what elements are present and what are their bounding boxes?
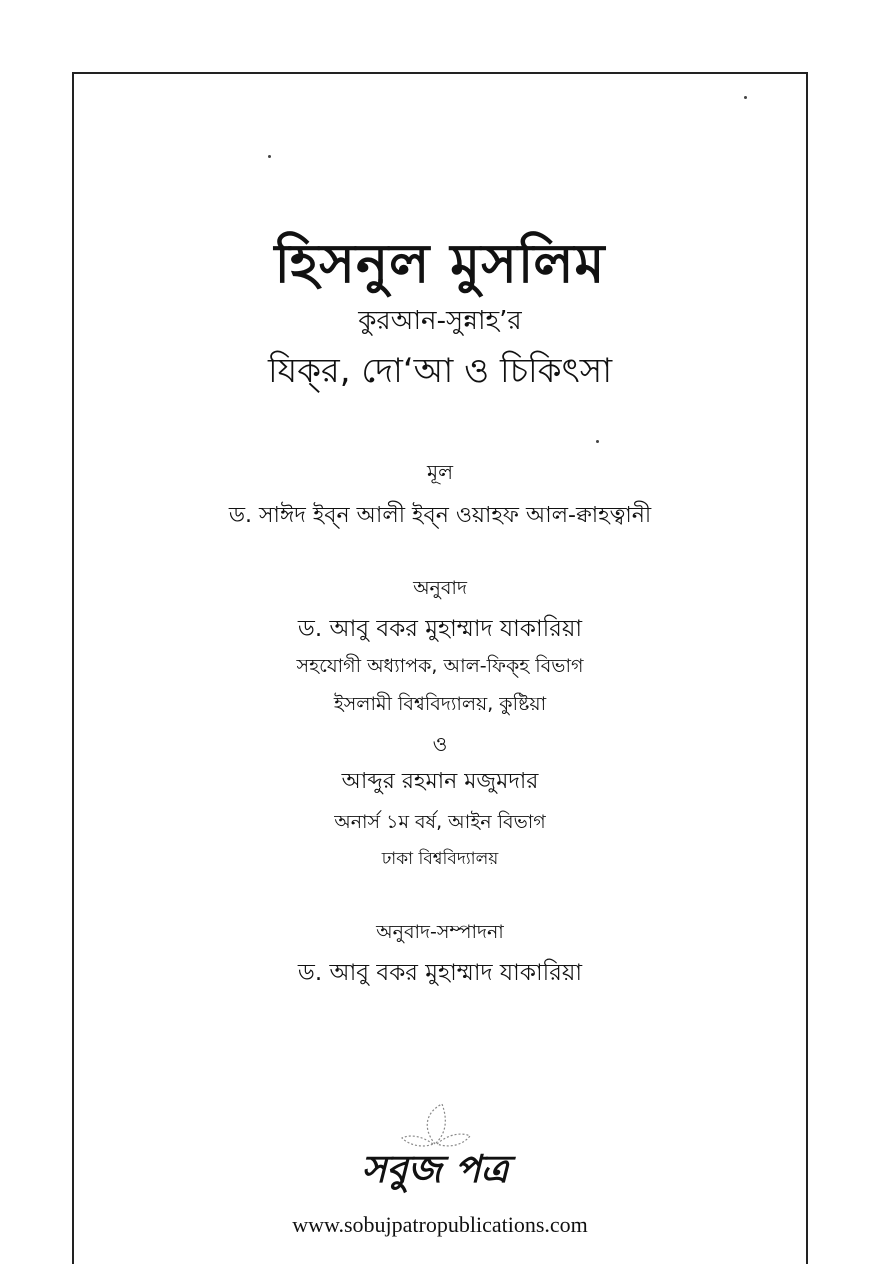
publisher-logo-text: সবুজ পত্র bbox=[361, 1147, 509, 1191]
publisher-logo bbox=[330, 1098, 540, 1198]
translator1-institution: ইসলামী বিশ্ববিদ্যালয়, কুষ্টিয়া bbox=[333, 693, 547, 715]
author-label: মূল bbox=[426, 460, 453, 484]
scan-speck bbox=[268, 155, 271, 158]
translator-conjunction: ও bbox=[432, 732, 448, 756]
translator1-role: সহযোগী অধ্যাপক, আল-ফিক্‌হ বিভাগ bbox=[296, 655, 584, 677]
book-subtitle-line1: কুরআন-সুন্নাহ’র bbox=[358, 306, 522, 336]
book-subtitle-line2: যিক্‌র, দো‘আ ও চিকিৎসা bbox=[267, 351, 613, 391]
translator2-role: অনার্স ১ম বর্ষ, আইন বিভাগ bbox=[334, 811, 546, 833]
translation-label: অনুবাদ bbox=[413, 577, 467, 599]
editor-name: ড. আবু বকর মুহাম্মাদ যাকারিয়া bbox=[297, 960, 583, 986]
translator2-institution: ঢাকা বিশ্ববিদ্যালয় bbox=[381, 849, 499, 869]
translator1-name: ড. আবু বকর মুহাম্মাদ যাকারিয়া bbox=[297, 616, 583, 642]
editing-label: অনুবাদ-সম্পাদনা bbox=[376, 921, 504, 943]
scan-speck bbox=[596, 440, 599, 443]
author-name: ড. সাঈদ ইব্‌ন আলী ইব্‌ন ওয়াহফ আল-ক্বাহত্বানী bbox=[228, 503, 652, 528]
book-title: হিসনুল মুসলিম bbox=[274, 232, 606, 295]
translator2-name: আব্দুর রহমান মজুমদার bbox=[341, 769, 539, 794]
publisher-website: www.sobujpatropublications.com bbox=[292, 1212, 588, 1237]
scan-speck bbox=[744, 96, 747, 99]
